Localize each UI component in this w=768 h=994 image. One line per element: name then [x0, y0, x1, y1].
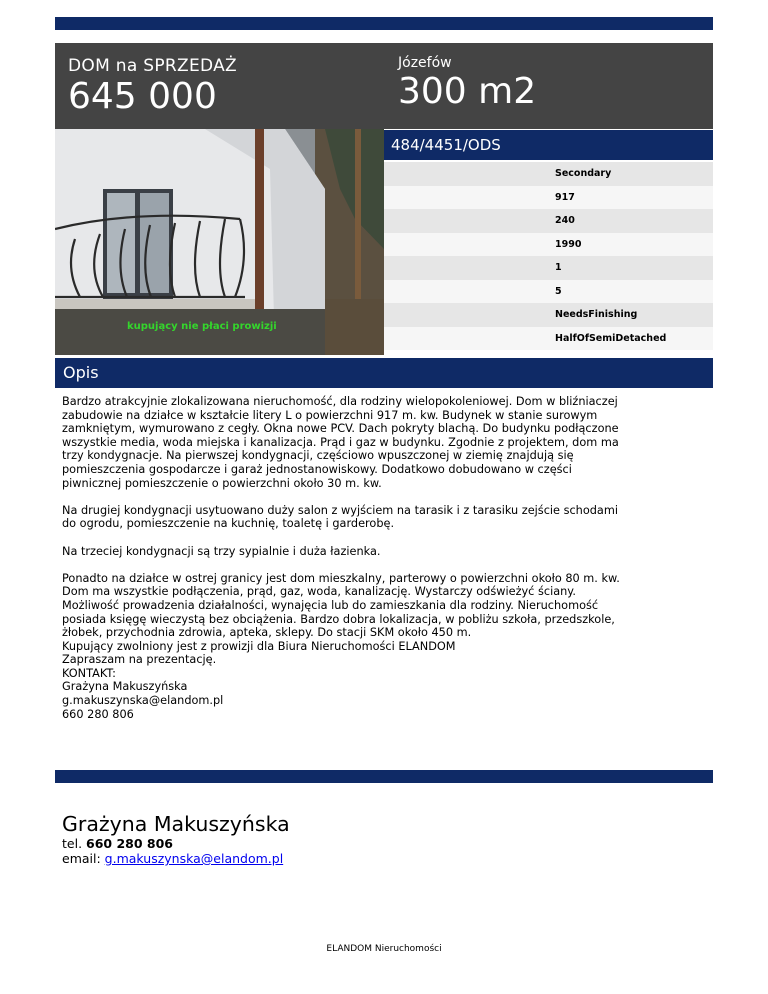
- listing-reference: 484/4451/ODS: [391, 136, 501, 154]
- detail-row: [384, 233, 713, 257]
- text-line: 660 280 806: [62, 707, 134, 721]
- detail-row: [384, 186, 713, 210]
- detail-value: HalfOfSemiDetached: [555, 332, 667, 344]
- city: Józefów: [398, 55, 452, 71]
- description-paragraph-1: [62, 395, 702, 490]
- description-paragraph-2: [62, 504, 702, 531]
- reference-bar: [384, 130, 713, 160]
- text-line: do ogrodu, pomieszczenie na kuchnię, toaletę i garderobę.: [62, 517, 395, 531]
- detail-value: Secondary: [555, 168, 612, 179]
- top-accent-bar: [55, 17, 713, 30]
- detail-value: 240: [555, 215, 575, 226]
- text-line: trzy kondygnacje. Na pierwszej kondygnacji, częściowo wpuszczonej w ziemię znajdują się: [62, 449, 574, 463]
- agent-phone: 660 280 806: [86, 836, 173, 851]
- description-paragraph-3: [62, 545, 702, 559]
- text-line: zamkniętym, wymurowano z cegły. Okna nowe PCV. Dach pokryty blachą. Do budynku podłączone: [62, 422, 619, 436]
- detail-row: [384, 256, 713, 280]
- detail-row: [384, 327, 713, 351]
- text-line: KONTAKT:: [62, 666, 116, 680]
- section-divider-bar: [55, 770, 713, 783]
- detail-value: NeedsFinishing: [555, 309, 638, 320]
- detail-row: [384, 280, 713, 304]
- text-line: Kupujący zwolniony jest z prowizji dla Biura Nieruchomości ELANDOM: [62, 639, 456, 653]
- text-line: wszystkie media, woda miejska i kanalizacja. Prąd i gaz w budynku. Zgodnie z projektem, dom ma: [62, 435, 619, 449]
- footer-company: ELANDOM Nieruchomości: [326, 944, 442, 954]
- text-line: Zapraszam na prezentację.: [62, 653, 217, 667]
- text-line: Możliwość prowadzenia działalności, wynajęcia lub do zamieszkania dla rodziny. Nieruchomość: [62, 598, 599, 612]
- offer-type: DOM na SPRZEDAŻ: [68, 56, 237, 76]
- detail-value: 5: [555, 285, 562, 297]
- phone-label: tel.: [62, 836, 87, 851]
- detail-row: [384, 209, 713, 233]
- text-line: Grażyna Makuszyńska: [62, 680, 188, 694]
- text-line: Na trzeciej kondygnacji są trzy sypialnie i duża łazienka.: [62, 544, 381, 558]
- description-body: [62, 395, 702, 735]
- detail-value: 1990: [555, 238, 582, 250]
- detail-row: [384, 303, 713, 327]
- text-line: posiada księgę wieczystą bez obciążenia. Bardzo dobra lokalizacja, w pobliżu szkoła, przedszkole,: [62, 612, 615, 626]
- text-line: zabudowie na działce w kształcie litery L o powierzchni 917 m. kw. Budynek w stanie surowym: [62, 408, 598, 422]
- property-details-list: [384, 162, 713, 350]
- property-photo: [55, 129, 384, 355]
- agent-email-line: [62, 851, 290, 866]
- text-line: Dom ma wszystkie podłączenia, prąd, gaz, woda, kanalizację. Wystarczy odświeżyć ściany.: [62, 585, 576, 599]
- description-heading: Opis: [63, 363, 99, 382]
- agent-contact: [62, 812, 290, 866]
- description-paragraph-4: [62, 572, 702, 722]
- detail-value: 1: [555, 262, 562, 273]
- text-line: piwnicznej pomieszczenie o powierzchni około 30 m. kw.: [62, 476, 382, 490]
- detail-row: [384, 162, 713, 186]
- text-line: g.makuszynska@elandom.pl: [62, 694, 224, 708]
- agent-email-link[interactable]: g.makuszynska@elandom.pl: [104, 851, 284, 866]
- description-heading-bar: [55, 358, 713, 388]
- commission-caption: kupujący nie płaci prowizji: [127, 321, 277, 332]
- agent-name: Grażyna Makuszyńska: [62, 812, 290, 836]
- text-line: Na drugiej kondygnacji usytuowano duży salon z wyjściem na tarasik i z tarasiku zejście schodami: [62, 503, 618, 517]
- listing-header: [55, 43, 713, 129]
- text-line: żłobek, przychodnia zdrowia, apteka, sklepy. Do stacji SKM około 450 m.: [62, 626, 472, 640]
- detail-value: 917: [555, 191, 575, 203]
- area: 300 m2: [398, 71, 537, 112]
- email-label: email:: [62, 851, 105, 866]
- text-line: Bardzo atrakcyjnie zlokalizowana nieruchomość, dla rodziny wielopokoleniowej. Dom w bliźniaczej: [62, 395, 618, 408]
- price: 645 000: [68, 76, 217, 117]
- agent-phone-line: [62, 836, 290, 851]
- text-line: Ponadto na działce w ostrej granicy jest dom mieszkalny, parterowy o powierzchni około 80 m. kw.: [62, 571, 620, 585]
- text-line: pomieszczenia gospodarcze i garaż jednostanowiskowy. Dodatkowo dobudowano w części: [62, 462, 572, 476]
